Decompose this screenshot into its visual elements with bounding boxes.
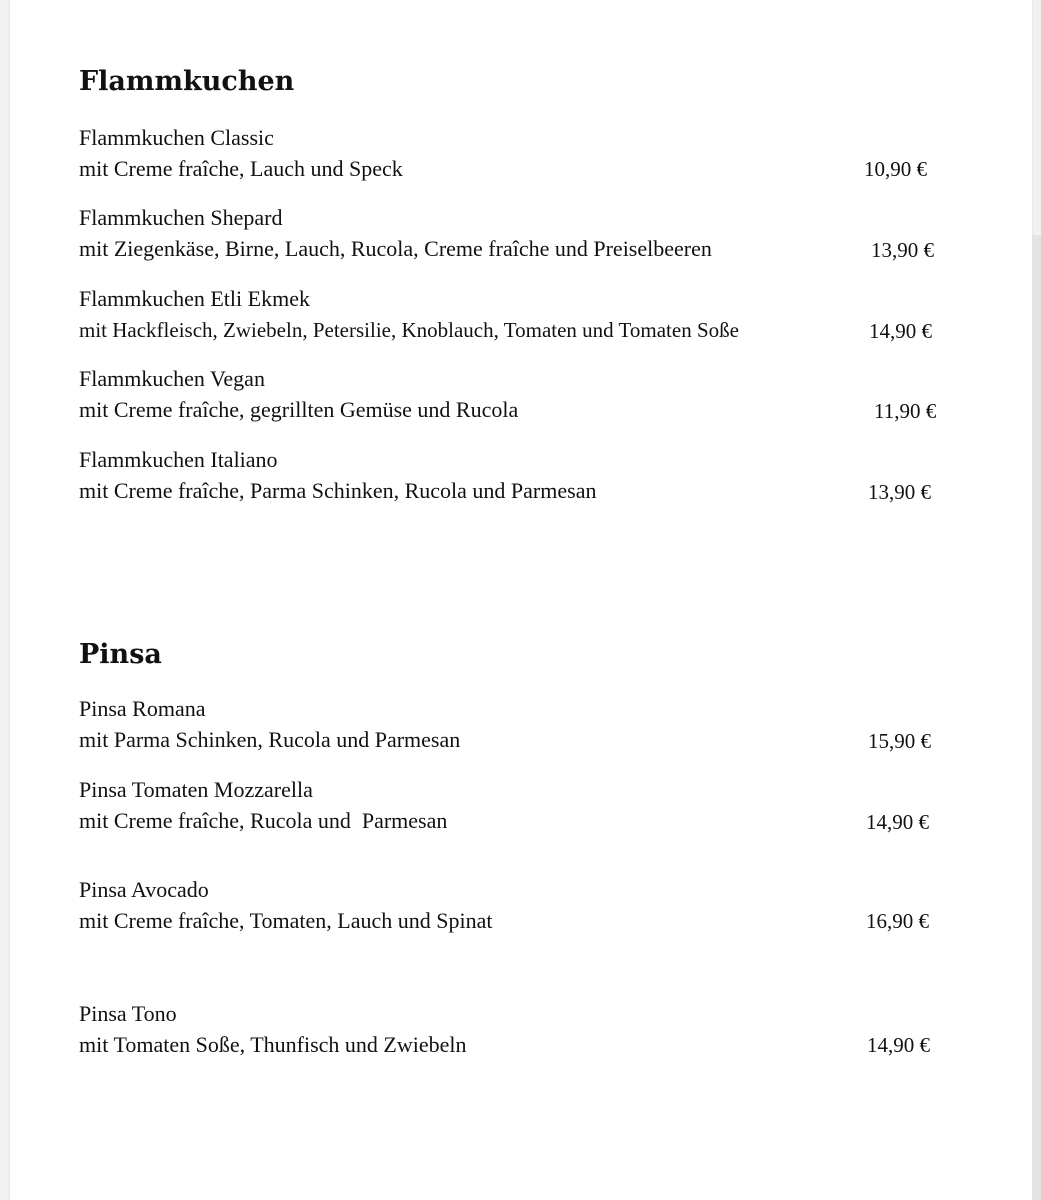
- menu-item: [79, 1001, 466, 1058]
- item-description: mit Tomaten Soße, Thunfisch und Zwiebeln: [79, 1032, 467, 1057]
- menu-item: [79, 777, 447, 834]
- section-title-pinsa: Pinsa: [79, 639, 162, 670]
- menu-item: [79, 366, 518, 423]
- item-description: mit Parma Schinken, Rucola und Parmesan: [79, 727, 461, 752]
- item-name: Pinsa Romana: [79, 696, 206, 721]
- item-price: 13,90 €: [868, 480, 931, 504]
- item-name: Flammkuchen Etli Ekmek: [79, 286, 310, 311]
- item-name: Flammkuchen Shepard: [79, 205, 283, 230]
- page-edge-shadow: [1032, 235, 1041, 1200]
- item-description: mit Creme fraîche, gegrillten Gemüse und Rucola: [79, 397, 519, 422]
- item-name: Pinsa Tono: [79, 1001, 177, 1026]
- item-description: mit Creme fraîche, Lauch und Speck: [79, 156, 403, 181]
- item-name: Pinsa Avocado: [79, 877, 209, 902]
- item-description: mit Creme fraîche, Tomaten, Lauch und Spinat: [79, 908, 493, 933]
- menu-item: [79, 125, 403, 182]
- menu-item: [79, 877, 493, 934]
- menu-item: [79, 286, 739, 343]
- item-price: 16,90 €: [866, 909, 929, 933]
- item-price: 13,90 €: [871, 238, 934, 262]
- item-description: mit Creme fraîche, Parma Schinken, Rucola und Parmesan: [79, 478, 597, 503]
- item-name: Pinsa Tomaten Mozzarella: [79, 777, 313, 802]
- menu-item: [79, 447, 596, 504]
- item-price: 14,90 €: [867, 1033, 930, 1057]
- item-description: mit Hackfleisch, Zwiebeln, Petersilie, Knoblauch, Tomaten und Tomaten Soße: [79, 318, 739, 342]
- item-price: 15,90 €: [868, 729, 931, 753]
- section-title-flammkuchen: Flammkuchen: [79, 66, 295, 97]
- item-description: mit Creme fraîche, Rucola und Parmesan: [79, 808, 448, 833]
- menu-item: [79, 696, 460, 753]
- item-price: 14,90 €: [869, 319, 932, 343]
- item-price: 11,90 €: [874, 399, 937, 423]
- item-price: 14,90 €: [866, 810, 929, 834]
- item-name: Flammkuchen Italiano: [79, 447, 278, 472]
- item-description: mit Ziegenkäse, Birne, Lauch, Rucola, Creme fraîche und Preiselbeeren: [79, 236, 712, 261]
- item-name: Flammkuchen Vegan: [79, 366, 265, 391]
- menu-item: [79, 205, 712, 262]
- item-price: 10,90 €: [864, 157, 927, 181]
- item-name: Flammkuchen Classic: [79, 125, 274, 150]
